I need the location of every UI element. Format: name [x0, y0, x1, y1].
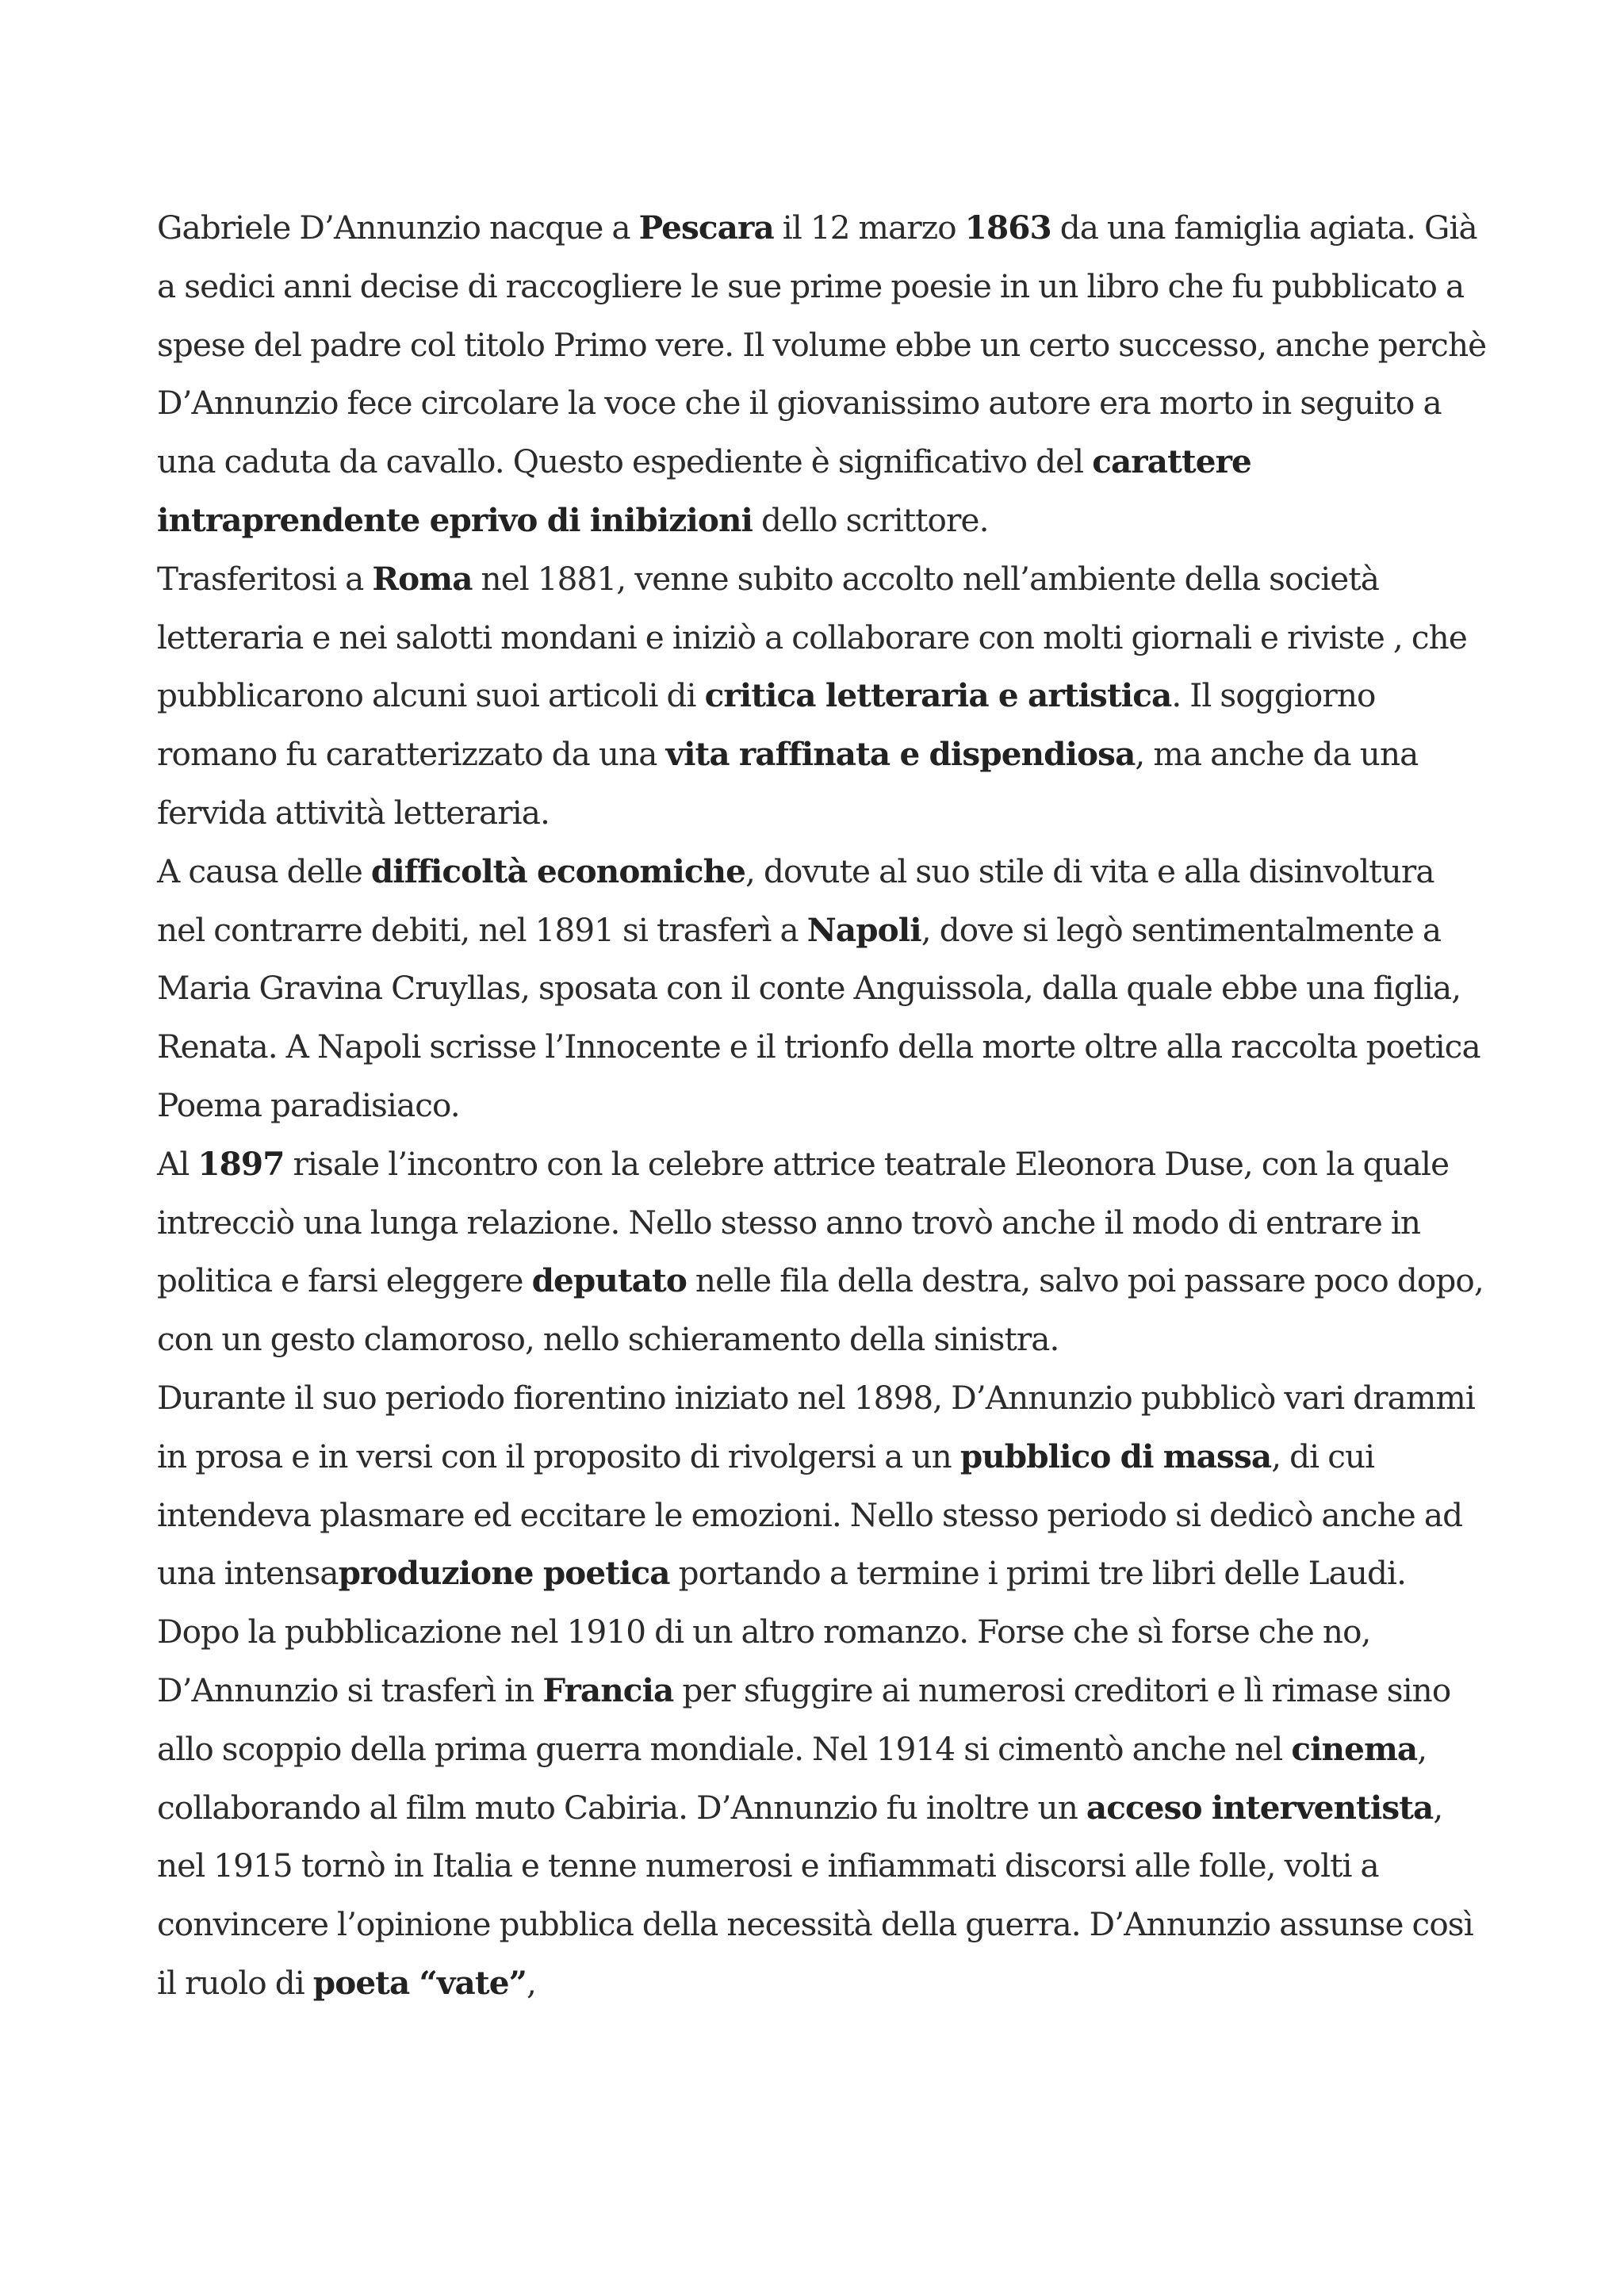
bold-text: produzione poetica [338, 1554, 670, 1593]
text-run: Gabriele D’Annunzio nacque a [157, 209, 639, 247]
bold-text: 1863 [964, 209, 1051, 247]
text-run: Al [157, 1144, 198, 1183]
paragraph [157, 843, 1489, 1135]
paragraph [157, 550, 1489, 843]
text-run: risale l’incontro con la celebre attrice teatrale Eleonora Duse, con la quale intrecciò una lunga relazione. Nello stesso anno trovò anche il modo di entrare in politica e farsi eleggere [157, 1144, 1450, 1300]
paragraph [157, 1135, 1489, 1369]
paragraph [157, 1369, 1489, 1603]
text-run: , dovute al suo stile di vita e alla disinvoltura nel contrarre debiti, nel 1891 si trasferì a [157, 851, 1434, 949]
bold-text: poeta “vate” [312, 1963, 527, 2002]
text-run: Trasferitosi a [157, 559, 373, 598]
bold-text: Francia [542, 1670, 674, 1709]
bold-text: vita raffinata e dispendiosa [665, 735, 1136, 774]
text-run: dello scrittore. [753, 500, 989, 539]
text-run: , collaborando al film muto Cabiria. D’Annunzio fu inoltre un [157, 1729, 1427, 1827]
text-run: , nel 1915 tornò in Italia e tenne numerosi e infiammati discorsi alle folle, volti a convincere l’opinione pubblica della necessità della guerra. D’Annunzio assunse così il ruolo di [157, 1788, 1473, 2002]
text-run: da una famiglia agiata. Già a sedici anni decise di raccogliere le sue prime poesie in un libro che fu pubblicato a spese del padre col titolo Primo vere. Il volume ebbe un certo successo, anche perchè D’Annunzio fece circolare la voce che il giovanissimo autore era morto in seguito a una caduta da cavallo. Questo espediente è significativo del [157, 209, 1487, 481]
bold-text: carattere intraprendente eprivo di inibizioni [157, 442, 1251, 539]
text-run: nel 1881, venne subito accolto nell’ambiente della società letteraria e nei salotti mondani e iniziò a collaborare con molti giornali e riviste , che pubblicarono alcuni suoi articoli di [157, 559, 1467, 715]
text-run: . Il soggiorno romano fu caratterizzato da una [157, 676, 1376, 774]
bold-text: Pescara [638, 209, 774, 247]
text-run: , dove si legò sentimentalmente a Maria Gravina Cruyllas, sposata con il conte Anguissola, dalla quale ebbe una figlia, Renata. A Napoli scrisse l’Innocente e il trionfo della morte oltre alla raccolta poetica Poema paradisiaco. [157, 910, 1480, 1124]
bold-text: critica letteraria e artistica [704, 676, 1172, 715]
bold-text: difficoltà economiche [370, 851, 746, 890]
paragraph [157, 199, 1489, 550]
paragraph [157, 1603, 1489, 2013]
bold-text: 1897 [197, 1144, 285, 1183]
body-text [157, 199, 1489, 2013]
text-run: , [526, 1963, 536, 2002]
text-run: portando a termine i primi tre libri delle Laudi. [669, 1554, 1407, 1593]
bold-text: cinema [1291, 1729, 1418, 1768]
text-run: il 12 marzo [773, 209, 965, 247]
text-run: Dopo la pubblicazione nel 1910 di un altro romanzo. Forse che sì forse che no, D’Annunzio si trasferì in [157, 1613, 1371, 1709]
text-run: per sfuggire ai numerosi creditori e lì rimase sino allo scoppio della prima guerra mondiale. Nel 1914 si cimentò anche nel [157, 1670, 1451, 1768]
text-run: Durante il suo periodo fiorentino iniziato nel 1898, D’Annunzio pubblicò vari drammi in prosa e in versi con il proposito di rivolgersi a un [157, 1378, 1475, 1475]
text-run: nelle fila della destra, salvo poi passare poco dopo, con un gesto clamoroso, nello schieramento della sinistra. [157, 1261, 1484, 1359]
bold-text: pubblico di massa [959, 1437, 1272, 1475]
text-run: A causa delle [157, 851, 371, 890]
bold-text: Roma [372, 559, 473, 598]
bold-text: acceso interventista [1086, 1788, 1434, 1827]
text-run: , ma anche da una fervida attività letteraria. [157, 735, 1419, 832]
text-run: , di cui intendeva plasmare ed eccitare le emozioni. Nello stesso periodo si dedicò anche ad una intensa [157, 1437, 1463, 1593]
bold-text: Napoli [806, 910, 921, 949]
bold-text: deputato [531, 1261, 687, 1300]
